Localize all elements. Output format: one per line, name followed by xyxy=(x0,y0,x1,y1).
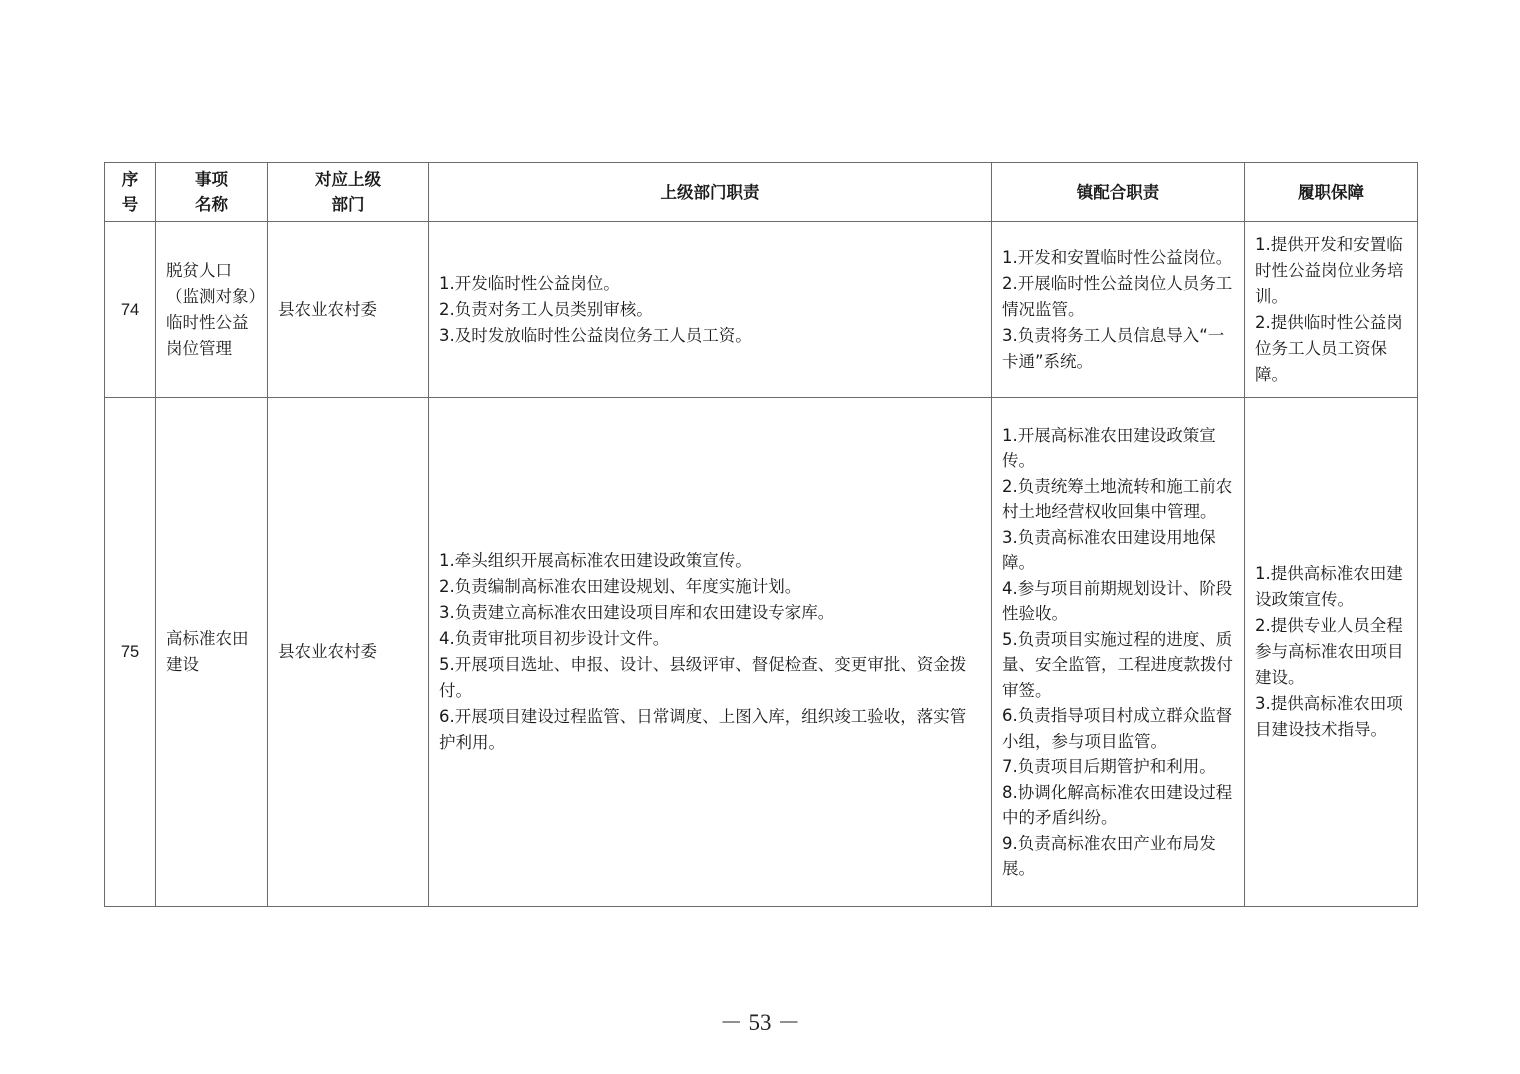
header-upper-dept: 对应上级部门 xyxy=(268,163,429,222)
upper-duty-line: 6.开展项目建设过程监管、日常调度、上图入库，组织竣工验收，落实管护利用。 xyxy=(439,707,967,752)
town-duty-line: 8.协调化解高标准农田建设过程中的矛盾纠纷。 xyxy=(1002,782,1233,827)
upper-duty-line: 2.负责编制高标准农田建设规划、年度实施计划。 xyxy=(439,577,802,596)
town-duty-line: 5.负责项目实施过程的进度、质量、安全监管，工程进度款拨付审签。 xyxy=(1002,629,1233,700)
guarantee-line: 2.提供专业人员全程参与高标准农田项目建设。 xyxy=(1255,616,1404,687)
header-item-name: 事项名称 xyxy=(156,163,268,222)
duty-table xyxy=(104,162,1418,907)
guarantee xyxy=(1245,222,1418,398)
header-guarantee: 履职保障 xyxy=(1245,163,1418,222)
town-duty-line: 3.负责将务工人员信息导入“一卡通”系统。 xyxy=(1002,325,1225,371)
town-duty-line: 1.开展高标准农田建设政策宣传。 xyxy=(1002,425,1216,470)
header-upper-duty: 上级部门职责 xyxy=(429,163,992,222)
guarantee-line: 1.提供高标准农田建设政策宣传。 xyxy=(1255,564,1403,609)
upper-duty-line: 3.及时发放临时性公益岗位务工人员工资。 xyxy=(439,325,752,345)
upper-duty xyxy=(429,222,992,398)
guarantee xyxy=(1245,398,1418,907)
upper-duty-line: 1.牵头组织开展高标准农田建设政策宣传。 xyxy=(439,551,752,570)
item-name: 脱贫人口（监测对象）临时性公益岗位管理 xyxy=(156,222,268,398)
row-number: 75 xyxy=(105,398,156,907)
upper-dept: 县农业农村委 xyxy=(268,222,429,398)
header-row xyxy=(105,163,1418,222)
table-row xyxy=(105,222,1418,398)
upper-duty-line: 4.负责审批项目初步设计文件。 xyxy=(439,629,670,648)
town-duty-line: 2.开展临时性公益岗位人员务工情况监管。 xyxy=(1002,273,1233,319)
table-row xyxy=(105,398,1418,907)
page-number: － 53 － xyxy=(719,1010,801,1035)
upper-duty-line: 5.开展项目选址、申报、设计、县级评审、督促检查、变更审批、资金拨付。 xyxy=(439,655,967,700)
town-duty-line: 1.开发和安置临时性公益岗位。 xyxy=(1002,247,1233,267)
guarantee-line: 3.提供高标准农田项目建设技术指导。 xyxy=(1255,694,1403,739)
upper-duty-line: 2.负责对务工人员类别审核。 xyxy=(439,299,653,319)
upper-dept: 县农业农村委 xyxy=(268,398,429,907)
town-duty-line: 3.负责高标准农田建设用地保障。 xyxy=(1002,527,1216,572)
town-duty-line: 9.负责高标准农田产业布局发展。 xyxy=(1002,833,1216,878)
town-duty xyxy=(992,222,1245,398)
town-duty-line: 7.负责项目后期管护和利用。 xyxy=(1002,757,1216,776)
header-town-duty: 镇配合职责 xyxy=(992,163,1245,222)
item-name: 高标准农田建设 xyxy=(156,398,268,907)
guarantee-line: 1.提供开发和安置临时性公益岗位业务培训。 xyxy=(1255,234,1404,306)
guarantee-line: 2.提供临时性公益岗位务工人员工资保障。 xyxy=(1255,312,1403,384)
town-duty-line: 2.负责统筹土地流转和施工前农村土地经营权收回集中管理。 xyxy=(1002,476,1233,521)
row-number: 74 xyxy=(105,222,156,398)
town-duty xyxy=(992,398,1245,907)
town-duty-line: 6.负责指导项目村成立群众监督小组，参与项目监管。 xyxy=(1002,706,1233,751)
header-no: 序号 xyxy=(105,163,156,222)
upper-duty xyxy=(429,398,992,907)
upper-duty-line: 1.开发临时性公益岗位。 xyxy=(439,273,620,293)
upper-duty-line: 3.负责建立高标准农田建设项目库和农田建设专家库。 xyxy=(439,603,835,622)
town-duty-line: 4.参与项目前期规划设计、阶段性验收。 xyxy=(1002,578,1233,623)
